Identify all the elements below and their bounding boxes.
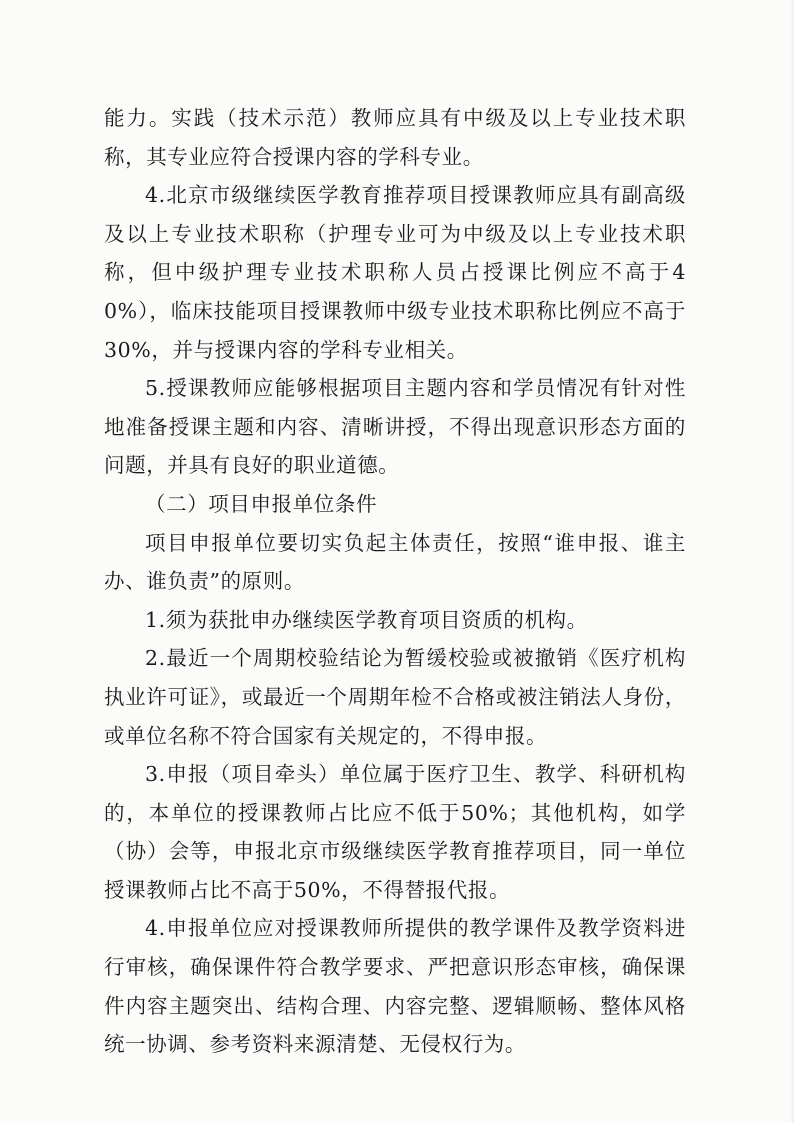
paragraph-applicant-responsibility: 项目申报单位要切实负起主体责任，按照“谁申报、谁主办、谁负责”的原则。 (104, 530, 686, 594)
document-body (104, 99, 686, 1064)
paragraph-applicant-item-1: 1.须为获批申办继续医学教育项目资质的机构。 (145, 607, 588, 632)
paragraph-item-5-teacher-conduct: 5.授课教师应能够根据项目主题内容和学员情况有针对性地准备授课主题和内容、清晰讲授，不得出现意识形态方面的问题，并具有良好的职业道德。 (104, 376, 686, 478)
paragraph-applicant-item-3: 3.申报（项目牵头）单位属于医疗卫生、教学、科研机构的，本单位的授课教师占比应不低于50%；其他机构，如学（协）会等，申报北京市级继续医学教育推荐项目，同一单位授课教师占比不高于50%，不得替报代报。 (104, 762, 686, 902)
section-heading-applicant-conditions: （二）项目申报单位条件 (145, 491, 378, 516)
paragraph-applicant-item-4: 4.申报单位应对授课教师所提供的教学课件及教学资料进行审核，确保课件符合教学要求、严把意识形态审核，确保课件内容主题突出、结构合理、内容完整、逻辑顺畅、整体风格统一协调、参考资料来源清楚、无侵权行为。 (104, 916, 686, 1057)
page-edge-shadow (790, 0, 794, 1123)
paragraph-teacher-title-continuation: 能力。实践（技术示范）教师应具有中级及以上专业技术职称，其专业应符合授课内容的学科专业。 (104, 106, 686, 169)
paragraph-item-4-teacher-qualification: 4.北京市级继续医学教育推荐项目授课教师应具有副高级及以上专业技术职称（护理专业可为中级及以上专业技术职称，但中级护理专业技术职称人员占授课比例应不高于40%），临床技能项目授课教师中级专业技术职称比例应不高于30%，并与授课内容的学科专业相关。 (104, 183, 686, 362)
paragraph-applicant-item-2: 2.最近一个周期校验结论为暂缓校验或被撤销《医疗机构执业许可证》，或最近一个周期年检不合格或被注销法人身份，或单位名称不符合国家有关规定的，不得申报。 (104, 646, 686, 748)
